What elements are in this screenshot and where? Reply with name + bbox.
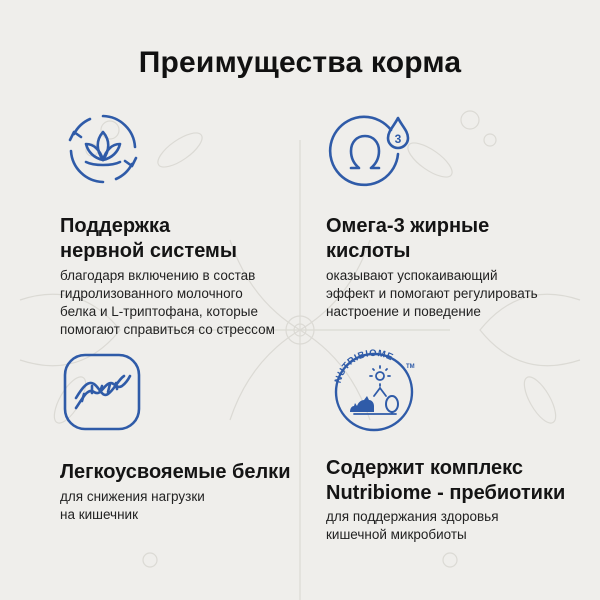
svg-text:NUTRIBIOME (333, 348, 395, 385)
feature-description-line: на кишечник (60, 507, 138, 522)
feature-heading-line: Омега-3 жирные (326, 215, 490, 237)
feature-description-line: белка и L-триптофана, которые (60, 304, 258, 319)
feature-description-line: для поддержания здоровья (326, 509, 499, 524)
nutribiome-tm-mark: TM (406, 364, 415, 370)
lotus-cycle-icon (64, 110, 142, 188)
dna-helix-icon (62, 352, 142, 432)
feature-omega-3 (326, 110, 566, 340)
feature-description-line: благодаря включению в состав (60, 268, 256, 283)
feature-heading-line: Содержит комплекс (326, 457, 524, 479)
feature-description-line: кишечной микробиоты (326, 527, 467, 542)
feature-heading-line: Легкоусвояемые белки (60, 461, 291, 483)
nutribiome-badge-icon (326, 340, 422, 436)
feature-digestible-proteins (60, 348, 300, 528)
feature-description-line: оказывают успокаивающий (326, 268, 498, 283)
feature-description-line: настроение и поведение (326, 304, 481, 319)
feature-description-line: для снижения нагрузки (60, 489, 205, 504)
feature-heading-line: Поддержка (60, 215, 171, 237)
omega-3-drop-icon (328, 110, 414, 190)
feature-heading-line: нервной системы (60, 240, 237, 262)
feature-heading-line: кислоты (326, 240, 411, 262)
feature-heading-line: Nutribiome - пребиотики (326, 482, 566, 504)
feature-nutribiome (326, 348, 566, 548)
feature-description-line: эффект и помогают регулировать (326, 286, 538, 301)
page-title: Преимущества корма (138, 46, 462, 79)
feature-description-line: гидролизованного молочного (60, 286, 243, 301)
feature-nervous-system (60, 110, 300, 340)
nutribiome-badge-text: NUTRIBIOME (332, 347, 395, 385)
omega-3-number: 3 (394, 132, 402, 146)
feature-description-line: помогают справиться со стрессом (60, 322, 275, 337)
